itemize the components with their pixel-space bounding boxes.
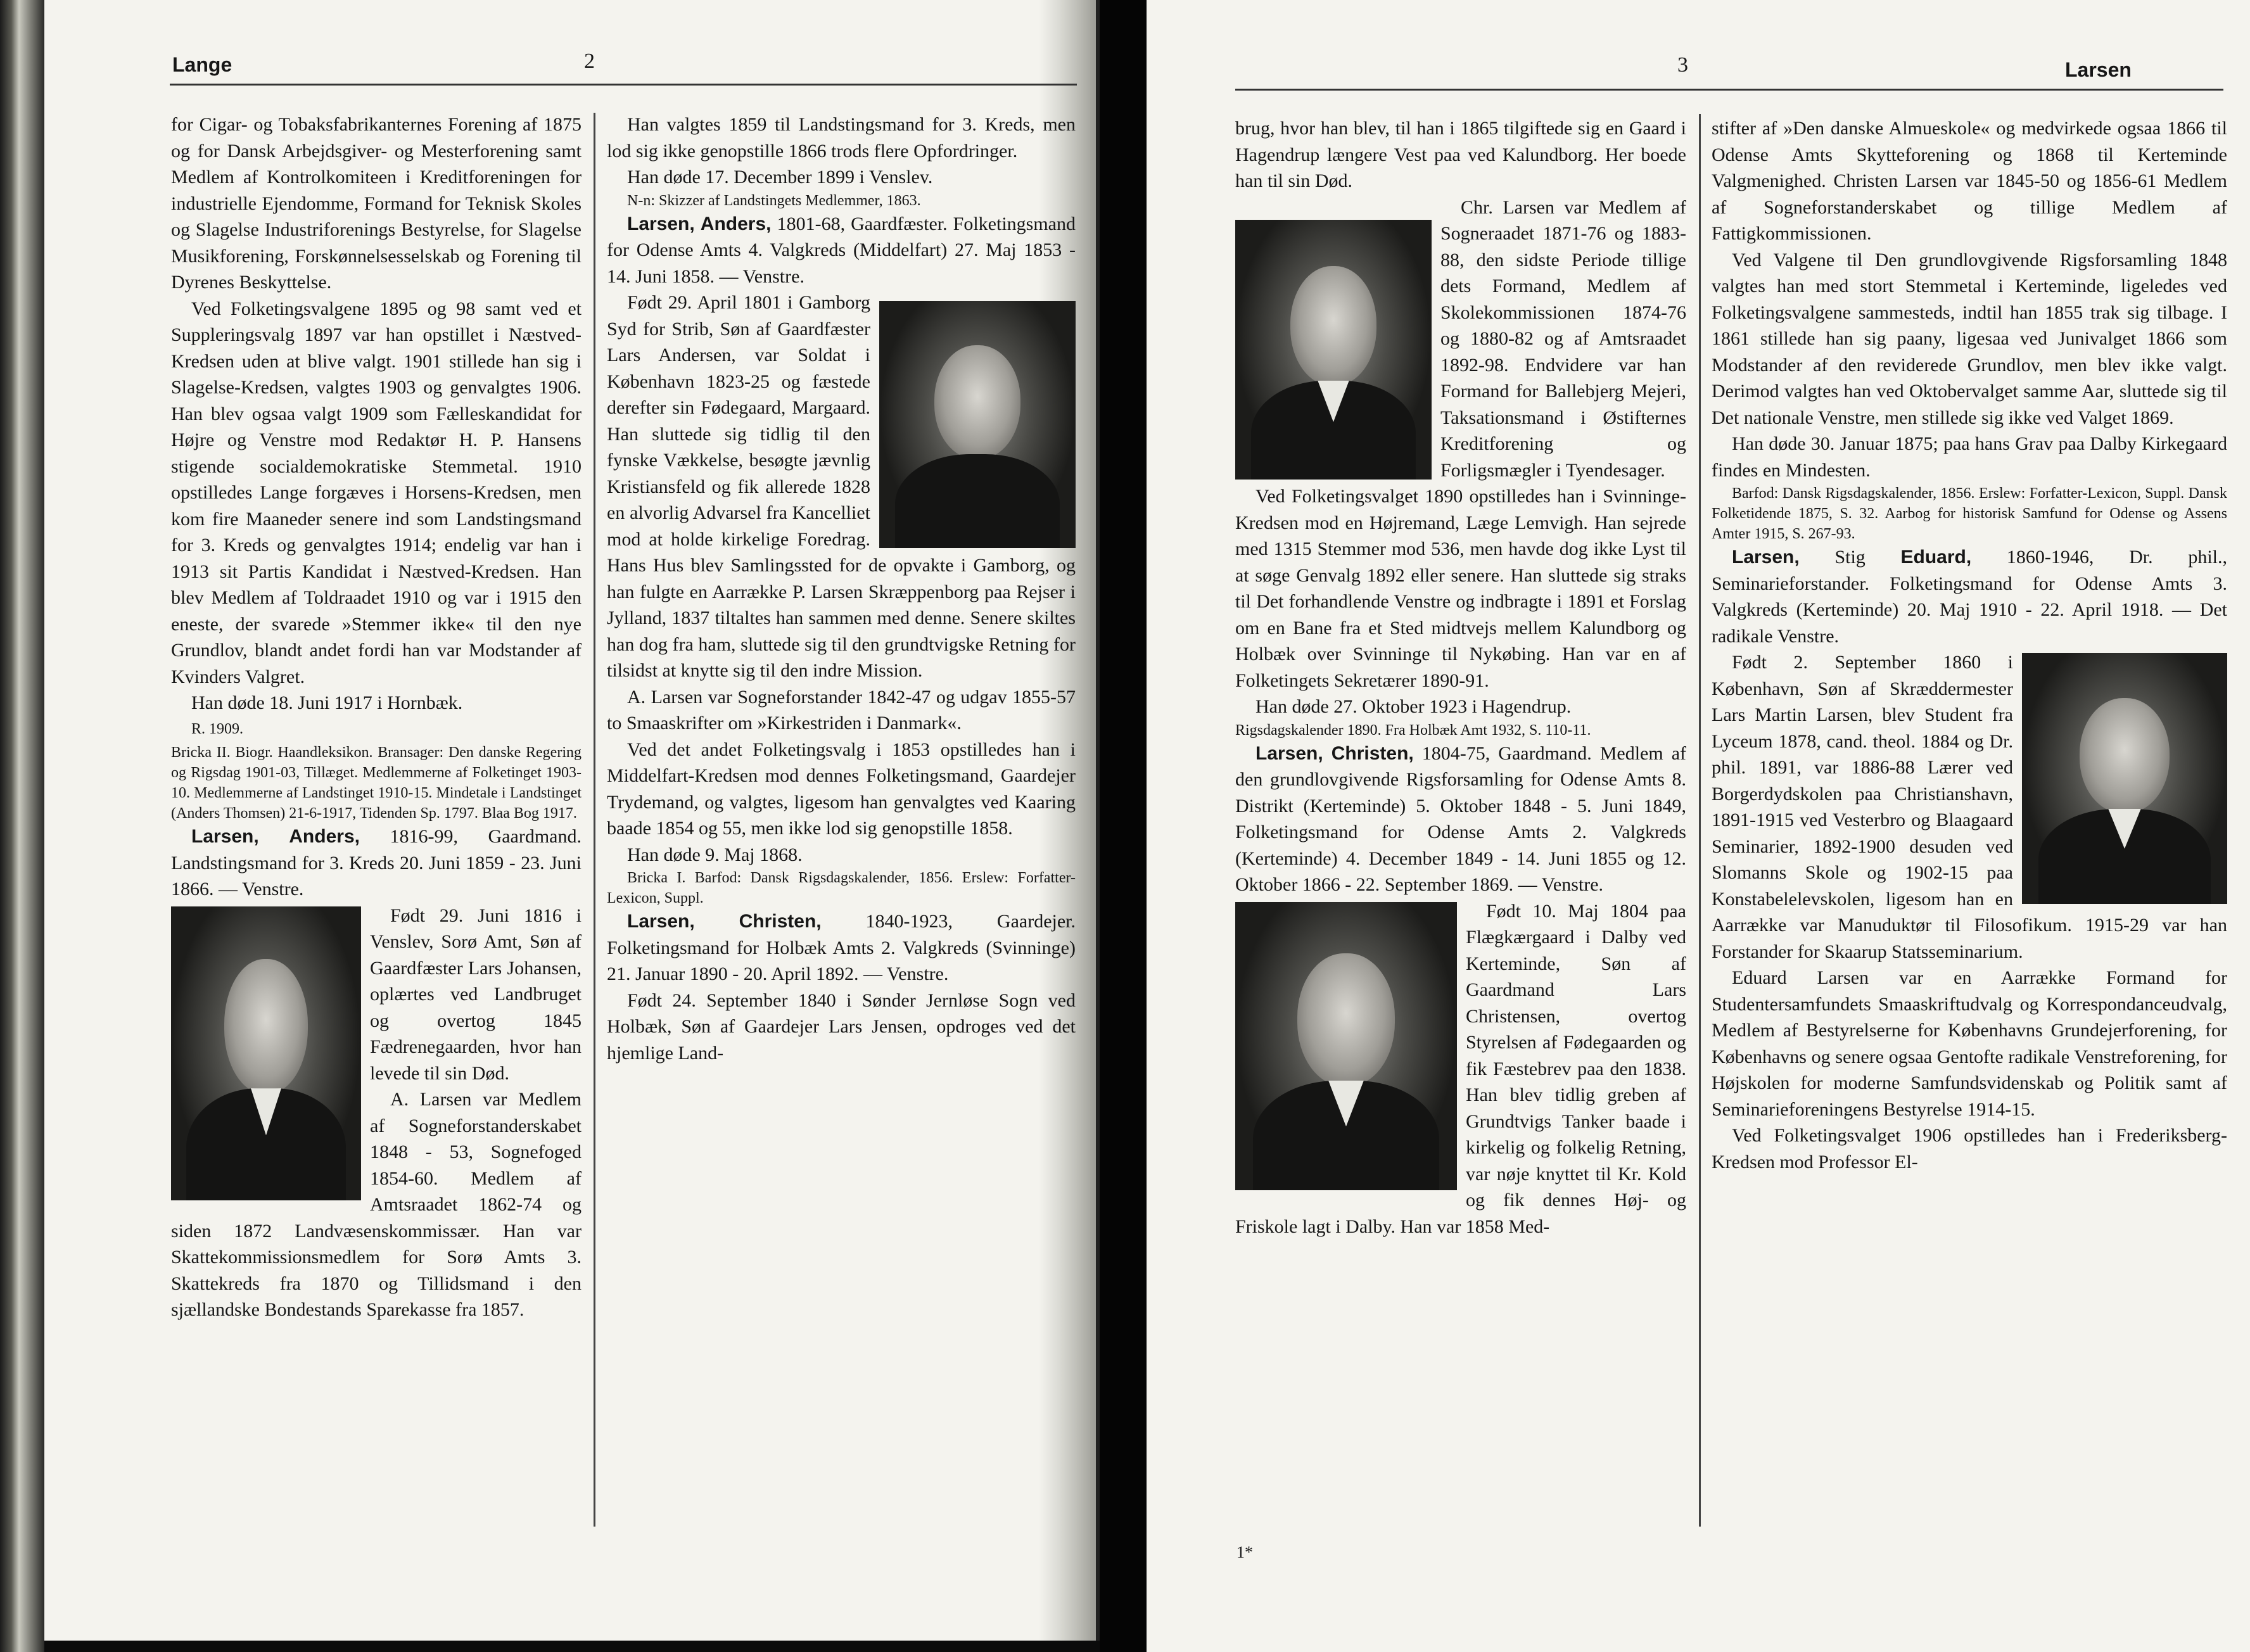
paragraph: Ved det andet Folketingsvalg i 1853 opstilledes han i Middelfart-Kredsen mod dennes Folketingsmand, Gaardejer Trydemand, og valgtes, ligesom han genvalgtes ved Kaaring baade 1854 og 55, men ikke lod sig genopstille 1858. — [607, 739, 1076, 839]
entry-given-name: Christen, — [1331, 742, 1414, 764]
running-head-left: Lange — [172, 53, 232, 76]
sources: Bricka II. Biogr. Haandleksikon. Bransager: Den danske Regering og Rigsdag 1901-03, Tillæget. Medlemmerne af Folketinget 1903-10. Medlemmerne af Landstinget 1910-15. Mindetale i Landstinget (Anders Thomsen) 21-6-1917, Tidenden Sp. 1797. Blaa Bog 1917. — [171, 744, 582, 822]
sources: Bricka I. Barfod: Dansk Rigsdagskalender, 1856. Erslew: Forfatter-Lexicon, Suppl. — [607, 870, 1076, 906]
paragraph: Han døde 30. Januar 1875; paa hans Grav paa Dalby Kirkegaard findes en Mindesten. — [1712, 433, 2227, 481]
entry-header-text: 1804-75, Gaardmand. Medlem af den grundlovgivende Rigsforsamling for Odense Amts 8. Distrikt (Kerteminde) 5. Oktober 1848 - 5. Juni 1849, Folketingsmand for Odense Amts 2. Valgkreds (Kerteminde) 4. December 1849 - 14. Juni 1855 og 12. Oktober 1866 - 22. September 1869. — Venstre. — [1235, 742, 1687, 895]
paragraph: Eduard Larsen var en Aarrække Formand for Studentersamfundets Smaaskriftudvalg og Korrespondanceudvalg, Medlem af Bestyrelserne for Københavns Grundejerforening, for Københavns og senere ogsaa Gentofte radikale Venstreforening, for Højskolen for moderne Samfundsvidenskab og Politik samt af Seminarieforeningens Bestyrelse 1914-15. — [1712, 967, 2227, 1120]
page-number-left: 2 — [584, 49, 595, 73]
sources: Barfod: Dansk Rigsdagskalender, 1856. Erslew: Forfatter-Lexicon, Suppl. Dansk Folketidende 1875, S. 32. Aarbog for historisk Samfund for Odense og Assens Amter 1915, S. 267-93. — [1712, 485, 2227, 542]
column-rule-right — [1699, 114, 1701, 1527]
portrait-photo-christen-larsen — [1235, 220, 1432, 480]
entry-header-text: 1816-99, Gaardmand. Landstingsmand for 3. Kreds 20. Juni 1859 - 23. Juni 1866. — Venstre. — [171, 826, 582, 899]
order-note: R. 1909. — [191, 720, 244, 737]
paragraph: Født 24. September 1840 i Sønder Jernløse Sogn ved Holbæk, Søn af Gaardejer Lars Jensen, opdroges ved det hjemlige Land- — [607, 989, 1076, 1064]
paragraph: Han døde 27. Oktober 1923 i Hagendrup. — [1255, 696, 1572, 717]
entry-given-name: Eduard, — [1900, 547, 1972, 568]
sources: Rigsdagskalender 1890. Fra Holbæk Amt 1932, S. 110-11. — [1235, 721, 1591, 739]
paragraph: Han døde 9. Maj 1868. — [627, 844, 803, 865]
paragraph: Født 10. Maj 1804 paa Flægkærgaard i Dalby ved Kerteminde, Søn af Gaardmand Lars Christensen, overtog Styrelsen af Fødegaarden og fik Fæstebrev paa den 1838. Han blev tidlig greben af Grundtvigs Tanker baade i kirkelig og folkelig Retning, var nøje knyttet til Kr. Kold og fik dennes Høj- og Friskole lagt i Dalby. Han var 1858 Med- — [1235, 900, 1686, 1237]
header-rule-right — [1235, 89, 2223, 91]
header-rule-left — [170, 84, 1077, 86]
paragraph: Ved Folketingsvalget 1890 opstilledes han i Svinninge-Kredsen mod en Højremand, Læge Lemvigh. Han sejrede med 1315 Stemmer mod 536, men havde dog ikke Lyst til at søge Genvalg 1892 eller senere. Han sluttede sig straks til Det forhandlende Venstre og indbragte i 1891 et Forslag om en Bane fra et Sted midtvejs mellem Kalundborg og Holbæk over Svinninge til Nykøbing. Han var en af Folketingets Sekretærer 1890-91. — [1235, 486, 1686, 691]
paragraph: brug, hvor han blev, til han i 1865 tilgiftede sig en Gaard i Hagendrup længere Vest paa ved Kalundborg. Her boede han til sin Død. — [1235, 118, 1686, 191]
entry-heading — [1235, 740, 1686, 898]
entry-surname: Larsen, — [1732, 547, 1800, 568]
right-page-column-1 — [1235, 115, 1686, 1240]
entry-heading — [171, 823, 582, 903]
entry-header-text: 1840-1923, Gaardejer. Folketingsmand for Holbæk Amts 2. Valgkreds (Svinninge) 21. Januar 1890 - 20. April 1892. — Venstre. — [607, 911, 1076, 984]
entry-header-text: 1801-68, Gaardfæster. Folketingsmand for Odense Amts 4. Valgkreds (Middelfart) 27. Maj 1853 - 14. Juni 1858. — Venstre. — [607, 213, 1076, 287]
portrait-photo-christen-larsen-1804 — [1235, 902, 1457, 1190]
entry-given-name-plain: Stig — [1834, 547, 1865, 568]
entry-surname: Larsen, — [627, 213, 695, 234]
entry-surname: Larsen, — [627, 911, 695, 932]
folio-signature: 1* — [1236, 1543, 1253, 1561]
left-page — [44, 0, 1100, 1641]
portrait-photo-anders-larsen — [171, 906, 361, 1200]
paragraph: Ved Folketingsvalgene 1895 og 98 samt ved et Suppleringsvalg 1897 var han opstillet i Næstved-Kredsen uden at blive valgt. 1901 stillede han sig i Slagelse-Kredsen, valgtes 1903 og genvalgtes 1906. Han blev ogsaa valgt 1909 som Fælleskandidat for Højre og Venstre mod Redaktør H. P. Hansens stigende socialdemokratiske Stemmetal. 1910 opstilledes Lange forgæves i Horsens-Kredsen, men kom fire Maaneder senere ind som Landstingsmand for 3. Kreds og genvalgtes 1914; endelig var han i 1913 sit Partis Kandidat i Næstved-Kredsen. Han blev Medlem af Toldraadet 1910 og var i 1915 den eneste, der svarede »Stemmer ikke« til den nye Grundlov, blandt andet fordi han var Modstander af Kvinders Valgret. — [171, 298, 582, 687]
left-page-column-2 — [607, 111, 1076, 1066]
paragraph: Født 29. April 1801 i Gamborg Syd for Strib, Søn af Gaardfæster Lars Andersen, var Soldat i København 1823-25 og fæstede derefter sin Fødegaard, Margaard. Han sluttede sig tidlig til den fynske Vækkelse, besøgte jævnlig Kristiansfeld og fik allerede 1828 en alvorlig Advarsel fra Kancelliet mod at holde kirkelige Foredrag. Hans Hus blev Samlingssted for de opvakte i Gamborg, og han fulgte en Aarrække P. Larsen Skræppenborg paa Rejser i Jylland, 1837 tiltaltes han sammen med denne. Senere skiltes han dog fra ham, sluttede sig til den grundtvigske Retning for tilsidst at knytte sig til den indre Mission. — [607, 292, 1076, 681]
paragraph: A. Larsen var Sogneforstander 1842-47 og udgav 1855-57 to Smaaskrifter om »Kirkestriden i Danmark«. — [607, 686, 1076, 734]
entry-header-text: 1860-1946, Dr. phil., Seminarieforstander. Folketingsmand for Odense Amts 3. Valgkreds (Kerteminde) 20. Maj 1910 - 22. April 1918. — Det radikale Venstre. — [1712, 547, 2228, 647]
entry-surname: Larsen, — [191, 826, 259, 847]
right-page-column-2 — [1712, 115, 2227, 1175]
paragraph: for Cigar- og Tobaksfabrikanternes Forening af 1875 og for Dansk Arbejdsgiver- og Mesterforening samt Medlem af Kontrolkomiteen i Kreditforeningen for industrielle Ejendomme, Formand for Teknisk Skoles og Slagelse Industriforenings Bestyrelse, for Slagelse Musikforening, Forskønnelsesselskab og Forening til Dyrenes Beskyttelse. — [171, 114, 582, 293]
running-head-right: Larsen — [2065, 58, 2132, 81]
sources: N-n: Skizzer af Landstingets Medlemmer, 1863. — [627, 192, 921, 209]
paragraph: stifter af »Den danske Almueskole« og medvirkede ogsaa 1866 til Odense Amts Skytteforening og 1868 til Kerteminde Valgmenighed. Christen Larsen var 1845-50 og 1856-61 Medlem af Sogneforstanderskabet og tillige Medlem af Fattigkommissionen. — [1712, 118, 2227, 244]
paragraph: Han døde 18. Juni 1917 i Hornbæk. — [191, 692, 463, 713]
page-number-right: 3 — [1677, 53, 1688, 77]
paragraph: Chr. Larsen var Medlem af Sogneraadet 1871-76 og 1883-88, den sidste Periode tillige dets Formand, Medlem af Skolekommissionen 1874-76 og 1880-82 og af Amtsraadet 1892-98. Endvidere var han Formand for Ballebjerg Mejeri, Taksationsmand i Østifternes Kreditforening og Forligsmægler i Tyendesager. — [1440, 196, 1686, 481]
entry-heading — [607, 211, 1076, 290]
portrait-photo-eduard-larsen — [2022, 653, 2227, 904]
right-page — [1147, 0, 2250, 1652]
entry-given-name: Christen, — [739, 911, 822, 932]
paragraph: Han valgtes 1859 til Landstingsmand for 3. Kreds, men lod sig ikke genopstille 1866 trods flere Opfordringer. — [607, 114, 1076, 162]
paragraph: A. Larsen var Medlem af Sogneforstanderskabet 1848 - 53, Sognefoged 1854-60. Medlem af Amtsraadet 1862-74 og siden 1872 Landvæsenskommissær. Han var Skattekommissionsmedlem for Sorø Amts 3. Skattekreds fra 1870 og Tillidsmand i den sjællandske Bondestands Sparekasse fra 1857. — [171, 1089, 582, 1320]
paragraph: Ved Folketingsvalget 1906 opstilledes han i Frederiksberg-Kredsen mod Professor El- — [1712, 1125, 2227, 1172]
left-page-column-1 — [171, 111, 582, 1323]
portrait-photo-anders-larsen-1801 — [879, 301, 1076, 548]
book-spine-left — [0, 0, 44, 1652]
entry-heading — [607, 908, 1076, 988]
paragraph: Han døde 17. December 1899 i Venslev. — [627, 167, 933, 187]
paragraph: Født 29. Juni 1816 i Venslev, Sorø Amt, Søn af Gaardfæster Lars Johansen, oplærtes ved Landbruget og overtog 1845 Fædrenegaarden, hvor han levede til sin Død. — [370, 905, 582, 1084]
entry-given-name: Anders, — [700, 213, 772, 234]
paragraph: Ved Valgene til Den grundlovgivende Rigsforsamling 1848 valgtes han med stort Stemmetal i Kerteminde, ligeledes ved Folketingsvalgene sammesteds, indtil han 1855 trak sig tilbage. I 1861 stillede han sig paany, ligesaa ved Junivalget 1866 som Modstander af den reviderede Grundlov, men blev ikke valgt. Derimod valgtes han ved Oktobervalget samme Aar, sluttede sig til Det nationale Venstre, men stillede sig ikke ved Valget 1869. — [1712, 249, 2227, 428]
book-gutter — [1100, 0, 1147, 1652]
entry-heading — [1712, 544, 2227, 649]
paragraph: Født 2. September 1860 i København, Søn af Skræddermester Lars Martin Larsen, blev Student fra Lyceum 1878, cand. theol. 1884 og Dr. phil. 1891, var 1886-88 Lærer ved Borgerdydskolen paa Christianshavn, 1891-1915 ved Vesterbro og Blaagaard Seminarier, 1892-1900 desuden ved Slomanns Skole og 1902-15 paa Konstabelelevskolen, ligesom han en Aarrække var Manuduktør til Filosofikum. 1915-29 var han Forstander for Skaarup Statsseminarium. — [1712, 652, 2227, 962]
entry-given-name: Anders, — [289, 826, 360, 847]
entry-surname: Larsen, — [1255, 742, 1323, 764]
column-rule-left — [594, 113, 595, 1527]
